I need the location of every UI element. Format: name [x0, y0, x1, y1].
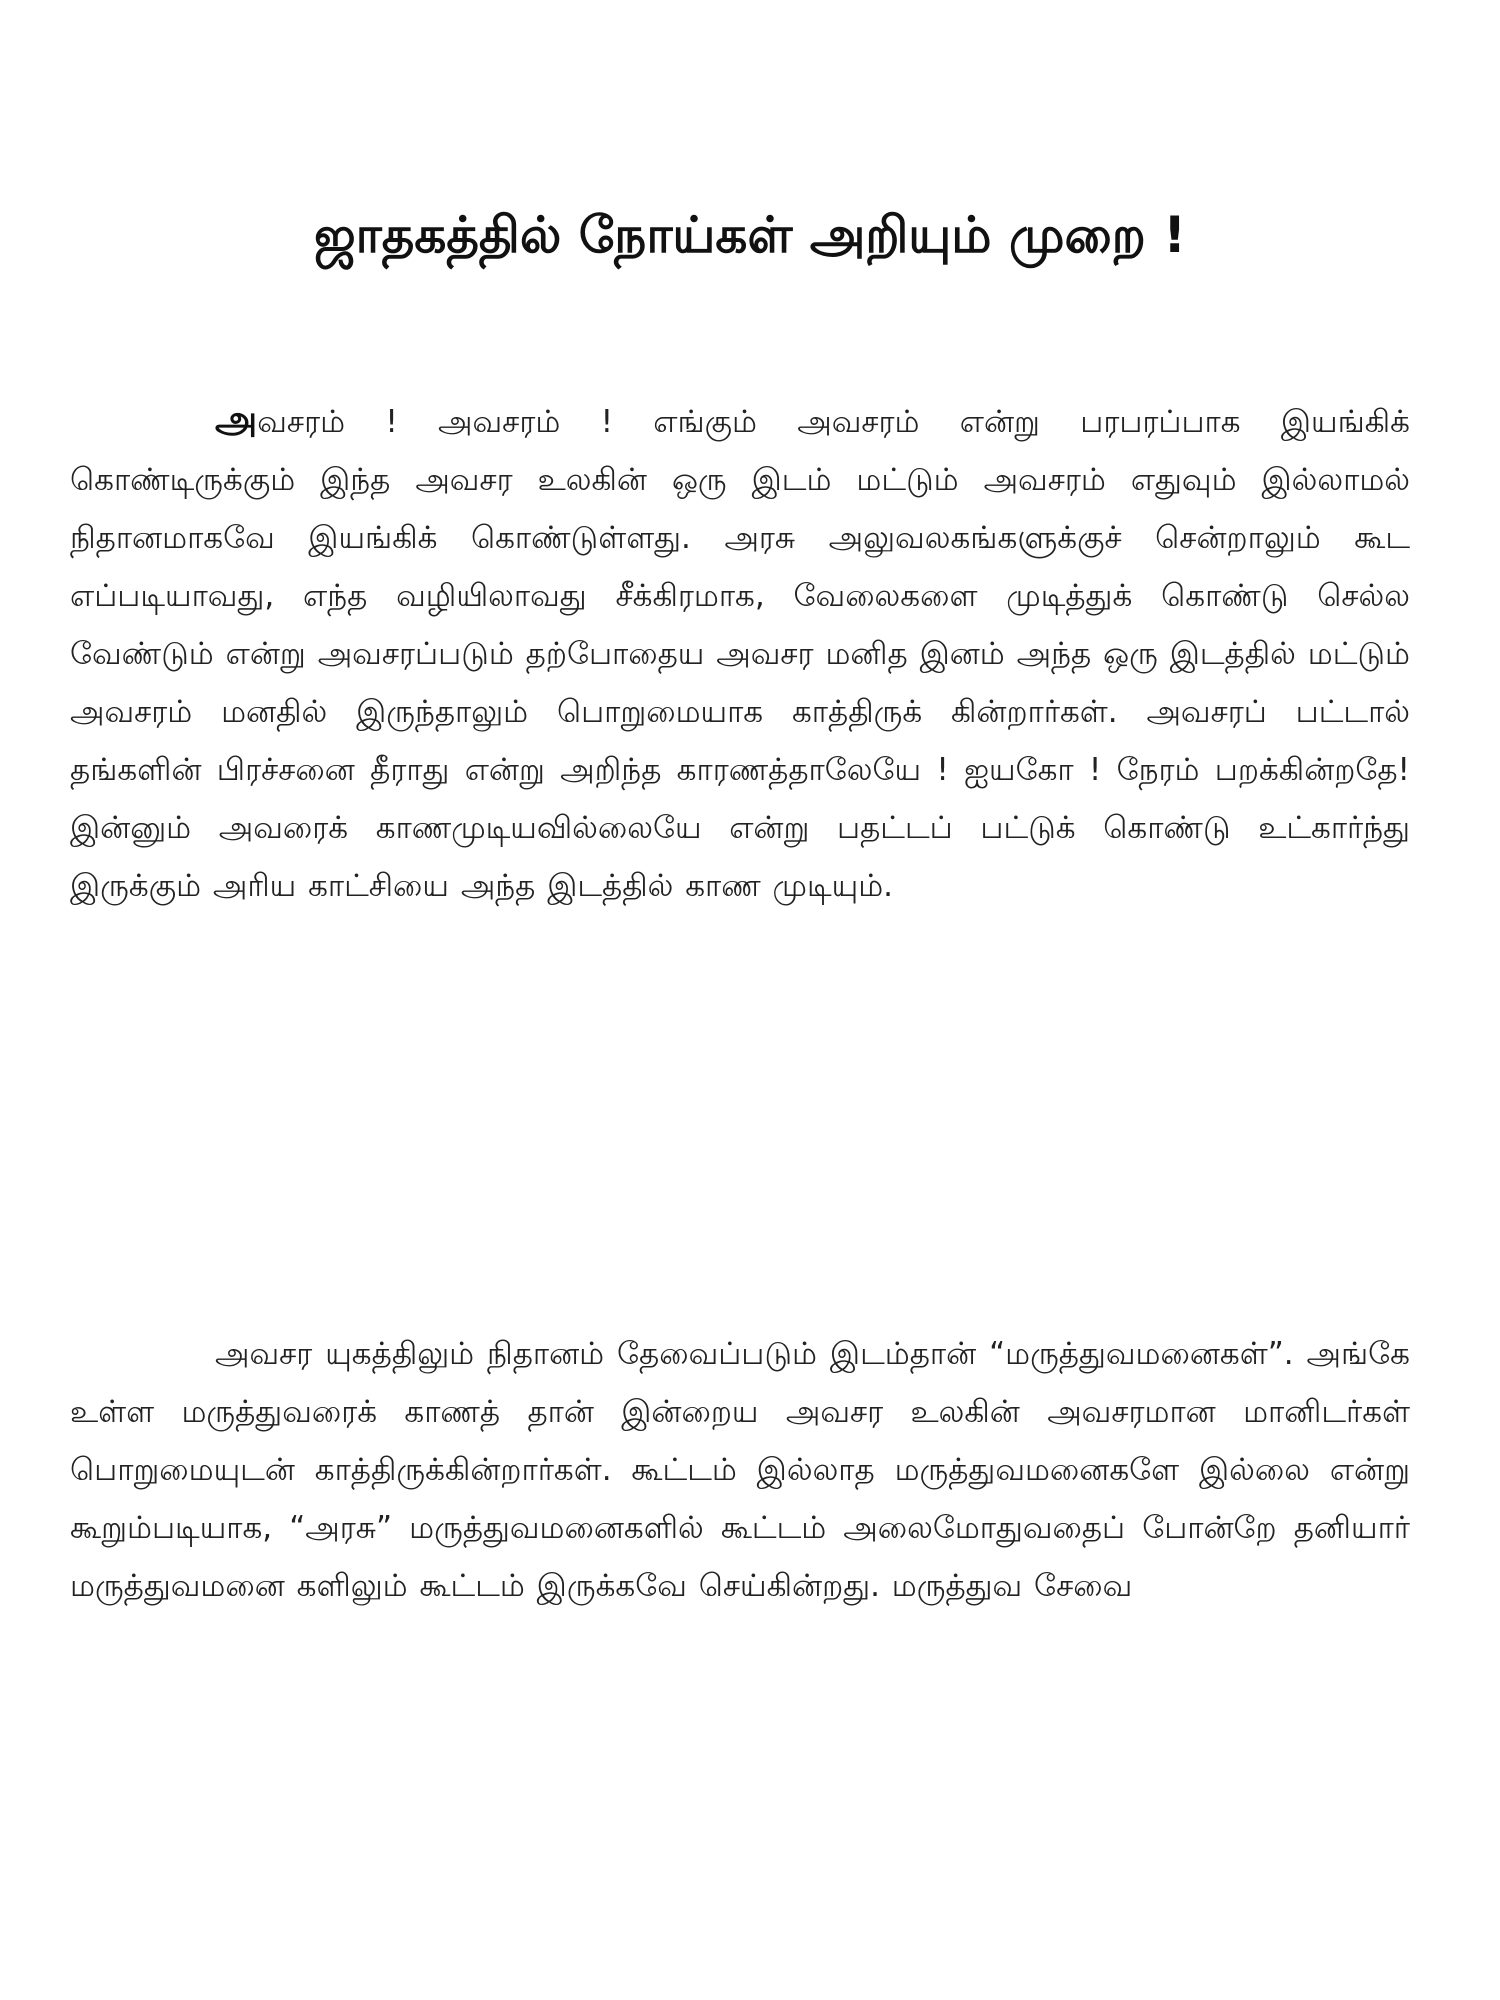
paragraph-1-text: வசரம் ! அவசரம் ! எங்கும் அவசரம் என்று பரபரப்பாக இயங்கிக் கொண்டிருக்கும் இந்த அவசர உலகின் ஒரு இடம் மட்டும் அவசரம் எதுவும் இல்லாமல் நிதானமாகவே இயங்கிக் கொண்டுள்ளது. அரசு அலுவலகங்களுக்குச் சென்றாலும் கூட எப்படியாவது, எந்த வழியிலாவது சீக்கிரமாக, வேலைகளை முடித்துக் கொண்டு செல்ல வேண்டும் என்று அவசரப்படும் தற்போதைய அவசர மனித இனம் அந்த ஒரு இடத்தில் மட்டும் அவசரம் மனதில் இருந்தாலும் பொறுமையாக காத்திருக் கின்றார்கள். அவசரப் பட்டால் தங்களின் பிரச்சனை தீராது என்று அறிந்த காரணத்தாலேயே ! ஐயகோ ! நேரம் பறக்கின்றதே! இன்னும் அவரைக் காணமுடியவில்லையே என்று பதட்டப் பட்டுக் கொண்டு உட்கார்ந்து இருக்கும் அரிய காட்சியை அந்த இடத்தில் காண முடியும். — [70, 404, 1410, 904]
paragraph-lead-letter: அ — [215, 397, 258, 441]
body-paragraph-2: அவசர யுகத்திலும் நிதானம் தேவைப்படும் இடம்தான் “மருத்துவமனைகள்”. அங்கே உள்ள மருத்துவரைக் காணத் தான் இன்றைய அவசர உலகின் அவசரமான மானிடர்கள் பொறுமையுடன் காத்திருக்கின்றார்கள். கூட்டம் இல்லாத மருத்துவமனைகளே இல்லை என்று கூறும்படியாக, “அரசு” மருத்துவமனைகளில் கூட்டம் அலைமோதுவதைப் போன்றே தனியார் மருத்துவமனை களிலும் கூட்டம் இருக்கவே செய்கின்றது. மருத்துவ சேவை — [70, 1336, 1410, 1604]
body-paragraph-1 — [70, 390, 1410, 915]
page-title: ஜாதகத்தில் நோய்கள் அறியும் முறை ! — [313, 206, 1187, 264]
